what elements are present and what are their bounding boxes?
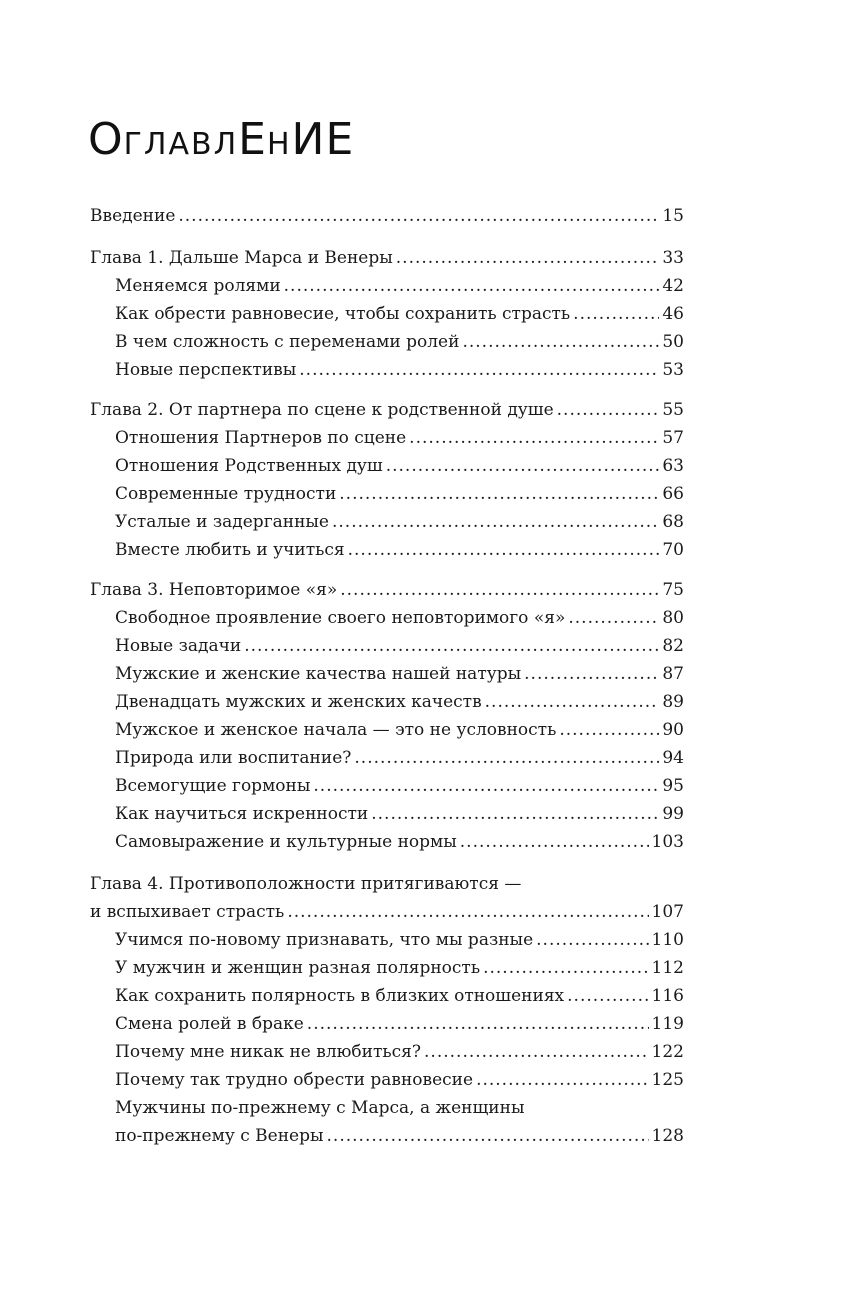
toc-entry-label: Вместе любить и учиться xyxy=(115,540,345,560)
toc-entry xyxy=(115,606,684,630)
toc-entry-label: и вспыхивает страсть xyxy=(90,902,285,922)
toc-leader-dots xyxy=(524,662,659,686)
toc-leader-dots xyxy=(244,634,659,658)
toc-entry xyxy=(115,634,684,658)
toc-entry-label: Учимся по-новому признавать, что мы разные xyxy=(115,930,534,950)
toc-entry xyxy=(115,426,684,450)
toc-entry-page: 125 xyxy=(651,1070,684,1090)
title-cap-3: ИЕ xyxy=(291,114,355,165)
toc-entry xyxy=(115,358,684,382)
toc-entry-label: Глава 3. Неповторимое «я» xyxy=(90,580,338,600)
toc-entry-page: 68 xyxy=(662,512,684,532)
toc-entry-page: 128 xyxy=(651,1126,684,1146)
toc-entry-page: 103 xyxy=(651,832,684,852)
toc-entry xyxy=(115,1096,684,1120)
toc-entry xyxy=(115,1068,684,1092)
toc-entry-page: 57 xyxy=(662,428,684,448)
toc-entry-label: Как сохранить полярность в близких отношениях xyxy=(115,986,565,1006)
toc-entry xyxy=(115,928,684,952)
toc-leader-dots xyxy=(339,482,659,506)
toc-entry-label: Двенадцать мужских и женских качеств xyxy=(115,692,482,712)
toc-leader-dots xyxy=(476,1068,648,1092)
toc-entry-page: 15 xyxy=(662,206,684,226)
toc-leader-dots xyxy=(559,718,659,742)
toc-entry-page: 46 xyxy=(662,304,684,324)
toc-leader-dots xyxy=(307,1012,649,1036)
toc-entry-label: Как обрести равновесие, чтобы сохранить страсть xyxy=(115,304,571,324)
toc-entry-label: Смена ролей в браке xyxy=(115,1014,304,1034)
toc-leader-dots xyxy=(354,746,659,770)
toc-entry-page: 75 xyxy=(662,580,684,600)
toc-leader-dots xyxy=(386,454,660,478)
toc-entry xyxy=(115,956,684,980)
toc-entry-page: 95 xyxy=(662,776,684,796)
toc-leader-dots xyxy=(424,1040,649,1064)
toc-entry-page: 80 xyxy=(662,608,684,628)
toc-entry-label: У мужчин и женщин разная полярность xyxy=(115,958,481,978)
toc-leader-dots xyxy=(573,302,659,326)
toc-entry xyxy=(90,900,684,924)
toc-entry xyxy=(90,872,684,896)
toc-entry-page: 94 xyxy=(662,748,684,768)
title-part-2: Н xyxy=(266,127,292,162)
toc-leader-dots xyxy=(460,830,649,854)
toc-entry-page: 87 xyxy=(662,664,684,684)
toc-entry xyxy=(115,330,684,354)
toc-entry-page: 55 xyxy=(662,400,684,420)
toc-entry xyxy=(90,398,684,422)
toc-entry-page: 107 xyxy=(651,902,684,922)
toc-entry xyxy=(115,984,684,1008)
toc-entry-page: 82 xyxy=(662,636,684,656)
toc-entry xyxy=(115,1040,684,1064)
toc-entry-page: 99 xyxy=(662,804,684,824)
toc-entry-page: 53 xyxy=(662,360,684,380)
toc-entry-label: Меняемся ролями xyxy=(115,276,281,296)
toc-entry-label: Самовыражение и культурные нормы xyxy=(115,832,457,852)
toc-entry-page: 90 xyxy=(662,720,684,740)
toc-entry-page: 116 xyxy=(651,986,684,1006)
toc-entry xyxy=(90,246,684,270)
toc-leader-dots xyxy=(327,1124,649,1148)
toc-leader-dots xyxy=(284,274,660,298)
toc-entry xyxy=(115,1124,684,1148)
toc-entry-label: Глава 2. От партнера по сцене к родственной душе xyxy=(90,400,554,420)
toc-entry-label: Глава 1. Дальше Марса и Венеры xyxy=(90,248,393,268)
toc-entry xyxy=(90,578,684,602)
toc-entry-label: Как научиться искренности xyxy=(115,804,369,824)
toc-leader-dots xyxy=(568,606,659,630)
toc-entry-label: Мужчины по-прежнему с Марса, а женщины xyxy=(115,1098,525,1118)
toc-entry xyxy=(115,802,684,826)
toc-entry xyxy=(115,718,684,742)
toc-leader-dots xyxy=(567,984,648,1008)
toc-entry-page: 70 xyxy=(662,540,684,560)
toc-leader-dots xyxy=(313,774,659,798)
toc-leader-dots xyxy=(299,358,659,382)
toc-entry-label: Усталые и задерганные xyxy=(115,512,329,532)
toc-entry xyxy=(115,454,684,478)
toc-entry-label: Природа или воспитание? xyxy=(115,748,352,768)
toc-entry-label: Почему мне никак не влюбиться? xyxy=(115,1042,422,1062)
title-cap-2: Е xyxy=(238,114,267,165)
toc-entry-page: 119 xyxy=(651,1014,684,1034)
toc-entry xyxy=(115,538,684,562)
toc-entry-page: 33 xyxy=(662,248,684,268)
toc-entry xyxy=(115,274,684,298)
toc-entry-page: 42 xyxy=(662,276,684,296)
toc-entry xyxy=(115,746,684,770)
toc-leader-dots xyxy=(371,802,659,826)
toc-entry-page: 89 xyxy=(662,692,684,712)
toc-leader-dots xyxy=(332,510,659,534)
toc-entry-label: Новые перспективы xyxy=(115,360,297,380)
toc-entry-label: Новые задачи xyxy=(115,636,242,656)
toc-leader-dots xyxy=(483,956,648,980)
toc-leader-dots xyxy=(340,578,659,602)
toc-entry xyxy=(115,482,684,506)
toc-entry xyxy=(115,830,684,854)
toc-entry-label: Мужские и женские качества нашей натуры xyxy=(115,664,522,684)
toc-leader-dots xyxy=(409,426,659,450)
toc-entry-page: 63 xyxy=(662,456,684,476)
toc-entry-page: 112 xyxy=(651,958,684,978)
title-cap-1: О xyxy=(88,114,124,165)
toc-entry-label: Всемогущие гормоны xyxy=(115,776,311,796)
toc-leader-dots xyxy=(485,690,660,714)
toc-leader-dots xyxy=(287,900,648,924)
toc-leader-dots xyxy=(178,204,659,228)
toc-entry-page: 110 xyxy=(651,930,684,950)
toc-entry xyxy=(115,510,684,534)
toc-entry-label: В чем сложность с переменами ролей xyxy=(115,332,460,352)
toc-entry-label: Современные трудности xyxy=(115,484,337,504)
toc-entry-label: Мужское и женское начала — это не условность xyxy=(115,720,557,740)
toc-entry xyxy=(90,204,684,228)
toc-entry xyxy=(115,302,684,326)
toc-entry-label: Отношения Партнеров по сцене xyxy=(115,428,407,448)
toc-entry-page: 122 xyxy=(651,1042,684,1062)
toc-leader-dots xyxy=(396,246,660,270)
toc-leader-dots xyxy=(557,398,660,422)
toc-entry-label: Отношения Родственных душ xyxy=(115,456,383,476)
toc-entry xyxy=(115,690,684,714)
page-title xyxy=(88,114,355,165)
toc-entry-label: Свободное проявление своего неповторимого «я» xyxy=(115,608,566,628)
toc-entry-label: Глава 4. Противоположности притягиваются — xyxy=(90,874,522,894)
toc-entry xyxy=(115,1012,684,1036)
toc-entry-label: по-прежнему с Венеры xyxy=(115,1126,324,1146)
toc-entry-page: 50 xyxy=(662,332,684,352)
toc-entry-page: 66 xyxy=(662,484,684,504)
toc-leader-dots xyxy=(462,330,659,354)
toc-entry xyxy=(115,774,684,798)
toc-entry-label: Почему так трудно обрести равновесие xyxy=(115,1070,474,1090)
toc-leader-dots xyxy=(348,538,660,562)
toc-leader-dots xyxy=(536,928,648,952)
toc-entry-label: Введение xyxy=(90,206,176,226)
toc-entry xyxy=(115,662,684,686)
title-part-1: ГЛАВЛ xyxy=(123,127,239,162)
